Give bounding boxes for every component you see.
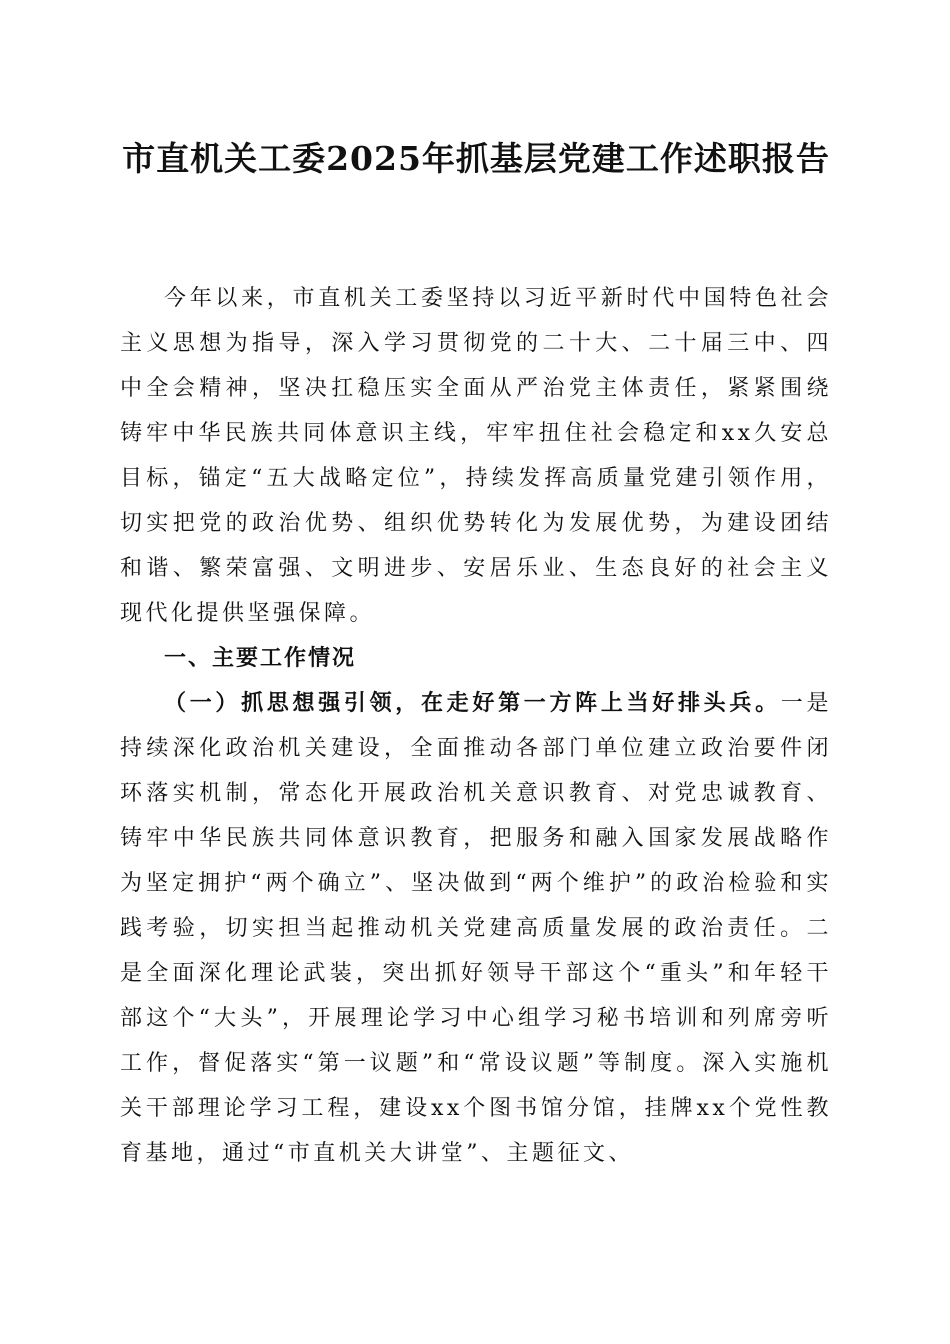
subsection-text: 一是持续深化政治机关建设，全面推动各部门单位建立政治要件闭环落实机制，常态化开展政治机关意识教育、对党忠诚教育、铸牢中华民族共同体意识教育，把服务和融入国家发展战略作为坚定拥护“两个确立”、坚决做到“两个维护”的政治检验和实践考验，切实担当起推动机关党建高质量发展的政治责任。二是全面深化理论武装，突出抓好领导干部这个“重头”和年轻干部这个“大头”，开展理论学习中心组学习秘书培训和列席旁听工作，督促落实“第一议题”和“常设议题”等制度。深入实施机关干部理论学习工程，建设xx个图书馆分馆，挂牌xx个党性教育基地，通过“市直机关大讲堂”、主题征文、: [120, 691, 832, 1166]
subsection-heading: （一）抓思想强引领，在走好第一方阵上当好排头兵。: [164, 690, 781, 716]
section-paragraph: [120, 681, 832, 1176]
intro-paragraph: 今年以来，市直机关工委坚持以习近平新时代中国特色社会主义思想为指导，深入学习贯彻党的二十大、二十届三中、四中全会精神，坚决扛稳压实全面从严治党主体责任，紧紧围绕铸牢中华民族共同体意识主线，牢牢扭住社会稳定和xx久安总目标，锚定“五大战略定位”，持续发挥高质量党建引领作用，切实把党的政治优势、组织优势转化为发展优势，为建设团结和谐、繁荣富强、文明进步、安居乐业、生态良好的社会主义现代化提供坚强保障。: [120, 286, 832, 626]
document-body: [120, 276, 832, 1176]
section-heading: 一、主要工作情况: [164, 646, 357, 671]
document-title: 市直机关工委2025年抓基层党建工作述职报告: [122, 139, 830, 178]
